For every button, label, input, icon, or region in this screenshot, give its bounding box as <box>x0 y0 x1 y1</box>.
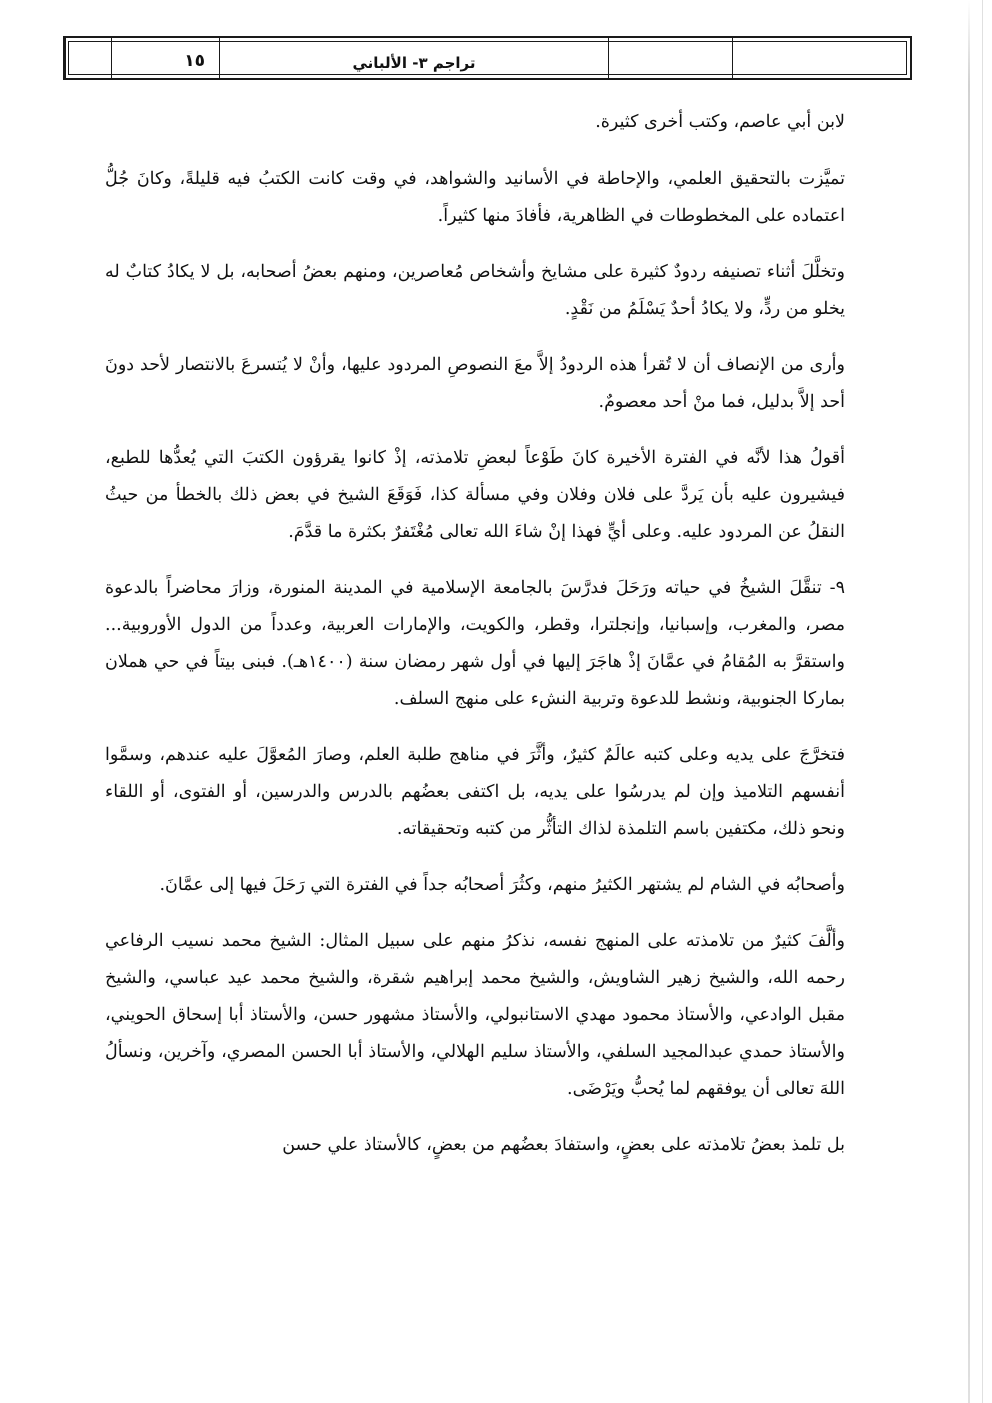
header-cell-blank <box>732 38 833 78</box>
paragraph: فتخرَّجَ على يديه وعلى كتبه عالَمٌ كثيرٌ، وأثَّرَ في مناهج طلبة العلم، وصارَ المُعوَّلَ عليه عندهم، وسمَّوا أنفسهم التلاميذ وإن لم يدرسُوا على يديه، بل اكتفى بعضُهم بالدرس والدرسين، أو الفتوى، أو اللقاء ونحو ذلك، مكتفين باسم التلمذة لذاك التأثُّر من كتبه وتحقيقاته. <box>105 745 845 839</box>
page-body <box>105 104 845 1183</box>
header-cell-blank <box>608 38 732 78</box>
paragraph: بل تلمذ بعضُ تلامذته على بعضٍ، واستفادَ بعضُهم من بعضٍ، كالأستاذ علي حسن <box>282 1135 845 1155</box>
paragraph: تميَّزت بالتحقيق العلمي، والإحاطة في الأسانيد والشواهد، في وقت كانت الكتبُ فيه قليلةً، وكانَ جُلُّ اعتماده على المخطوطات في الظاهرية، فأفادَ منها كثيراً. <box>105 169 845 226</box>
paragraph: أقولُ هذا لأنَّه في الفترة الأخيرة كانَ طَوْعاً لبعضِ تلامذته، إذْ كانوا يقرؤون الكتبَ التي يُعدُّها للطبع، فيشيرون عليه بأن يَردَّ على فلان وفلان وفي مسألة كذا، فَوَقَعَ الشيخ في بعض ذلك بالخطأ من حيثُ النقلُ عن المردود عليه. وعلى أيٍّ فهذا إنْ شاءَ الله تعالى مُغْتَفرٌ بكثرة ما قدَّمَ. <box>105 448 845 542</box>
page-number: ١٥ <box>184 51 205 71</box>
scan-edge-shadow <box>968 0 970 1403</box>
paragraph: وأرى من الإنصاف أن لا تُقرأ هذه الردودُ إلاَّ معَ النصوصِ المردود عليها، وأنْ لا يُتسرعَ بالانتصار لأحد دونَ أحد إلاَّ بدليل، فما منْ أحد معصومٌ. <box>105 355 845 412</box>
paragraph: وأصحابُه في الشام لم يشتهر الكثيرُ منهم، وكثُرَ أصحابُه جداً في الفترة التي رَحَلَ فيها إلى عمَّانَ. <box>159 875 845 895</box>
paragraph: لابن أبي عاصم، وكتب أخرى كثيرة. <box>595 112 845 132</box>
running-header <box>63 36 912 80</box>
header-page-number-cell <box>111 38 219 78</box>
scan-edge-line <box>982 0 983 1403</box>
header-cell-blank <box>65 38 111 78</box>
paragraph: وتخلَّلَ أثناء تصنيفه ردودٌ كثيرة على مشايخ وأشخاص مُعاصرين، ومنهم بعضُ أصحابه، بل لا يكادُ كتابٌ له يخلو من ردٍّ، ولا يكادُ أحدٌ يَسْلَمُ من نَقْدٍ. <box>105 262 845 319</box>
header-title-cell <box>219 38 608 78</box>
paragraph: ٩- تنقَّلَ الشيخُ في حياته ورَحَلَ فدرَّسَ بالجامعة الإسلامية في المدينة المنورة، وزارَ محاضراً بالدعوة مصر، والمغرب، وإسبانيا، وإنجلترا، وقطر، والكويت، والإمارات العربية، وعدداً من الدول الأوروبية... واستقرَّ به المُقامُ في عمَّانَ إذْ هاجَرَ إليها في أول شهر رمضان سنة (١٤٠٠هـ). فبنى بيتاً في حي هملان بماركا الجنوبية، ونشط للدعوة وتربية النشء على منهج السلف. <box>105 578 845 709</box>
running-title: تراجم ٣- الألباني <box>352 54 476 72</box>
paragraph: وألَّفَ كثيرٌ من تلامذته على المنهج نفسه، نذكرُ منهم على سبيل المثال: الشيخ محمد نسيب الرفاعي رحمه الله، والشيخ زهير الشاويش، والشيخ محمد إبراهيم شقرة، والشيخ محمد عيد عباسي، والشيخ مقبل الوادعي، والأستاذ محمود مهدي الاستانبولي، والأستاذ مشهور حسن، والأستاذ أبا إسحاق الحويني، والأستاذ حمدي عبدالمجيد السلفي، والأستاذ سليم الهلالي، والأستاذ أبا الحسن المصري، وآخرين، ونسألُ اللهَ تعالى أن يوفقهم لما يُحبُّ ويَرْضَى. <box>105 931 845 1099</box>
header-cell-blank <box>833 38 910 78</box>
